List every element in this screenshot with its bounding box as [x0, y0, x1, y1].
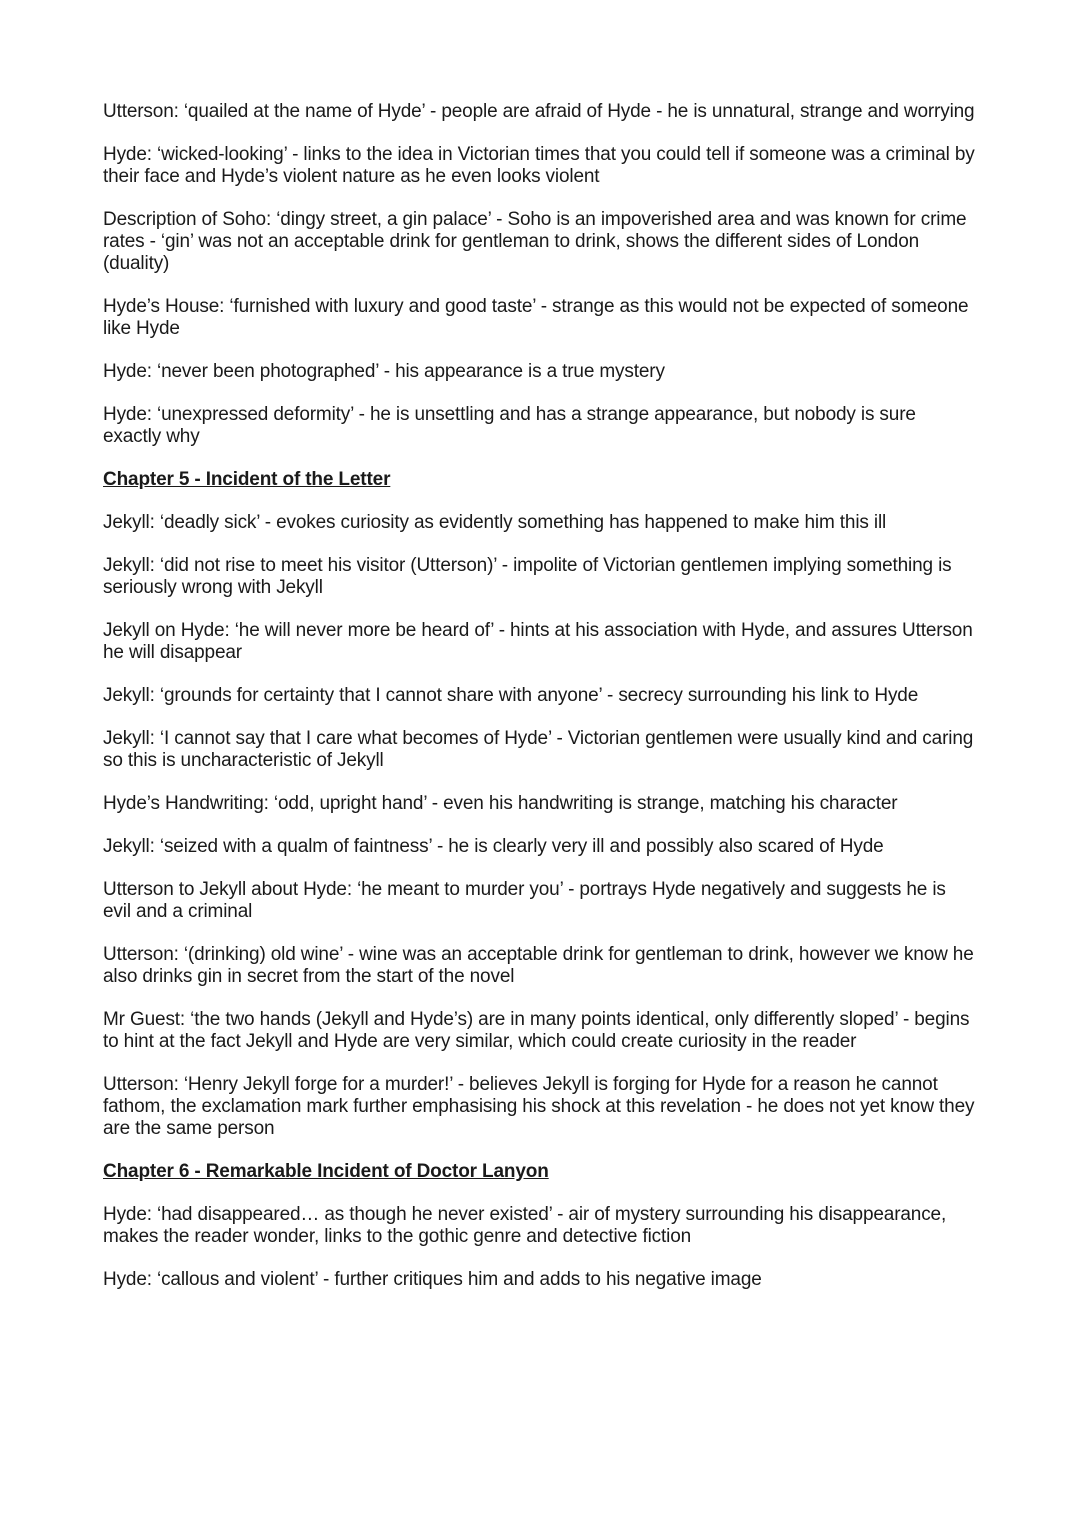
chapter-heading: Chapter 5 - Incident of the Letter [103, 469, 391, 490]
note-paragraph: Hyde: ‘never been photographed’ - his appearance is a true mystery [103, 361, 665, 382]
note-paragraph: Jekyll: ‘deadly sick’ - evokes curiosity as evidently something has happened to make him this ill [103, 512, 887, 533]
section-chapter-5 [103, 469, 978, 1140]
note-paragraph: Hyde’s House: ‘furnished with luxury and good taste’ - strange as this would not be expected of someone like Hyde [103, 296, 969, 339]
note-paragraph: Mr Guest: ‘the two hands (Jekyll and Hyde’s) are in many points identical, only differently sloped’ - begins to hint at the fact Jekyll and Hyde are very similar, which could create curiosity in the reader [103, 1009, 970, 1052]
note-paragraph: Jekyll: ‘seized with a qualm of faintness’ - he is clearly very ill and possibly also scared of Hyde [103, 836, 884, 857]
note-paragraph: Utterson: ‘quailed at the name of Hyde’ - people are afraid of Hyde - he is unnatural, strange and worrying [103, 101, 975, 122]
note-paragraph: Jekyll: ‘grounds for certainty that I cannot share with anyone’ - secrecy surrounding his link to Hyde [103, 685, 919, 706]
note-paragraph: Utterson: ‘Henry Jekyll forge for a murder!’ - believes Jekyll is forging for Hyde for a reason he cannot fathom, the exclamation mark further emphasising his shock at this revelation - he does not yet know they are the same person [103, 1074, 975, 1139]
note-paragraph: Description of Soho: ‘dingy street, a gin palace’ - Soho is an impoverished area and was known for crime rates - ‘gin’ was not an acceptable drink for gentleman to drink, shows the different sides of London (duality) [103, 209, 967, 274]
note-paragraph: Utterson: ‘(drinking) old wine’ - wine was an acceptable drink for gentleman to drink, however we know he also drinks gin in secret from the start of the novel [103, 944, 974, 987]
note-paragraph: Hyde: ‘callous and violent’ - further critiques him and adds to his negative image [103, 1269, 762, 1290]
note-paragraph: Jekyll: ‘I cannot say that I care what becomes of Hyde’ - Victorian gentlemen were usually kind and caring so this is uncharacteristic of Jekyll [103, 728, 974, 771]
chapter-heading: Chapter 6 - Remarkable Incident of Doctor Lanyon [103, 1161, 549, 1182]
section-continuation [103, 101, 978, 448]
note-paragraph: Jekyll on Hyde: ‘he will never more be heard of’ - hints at his association with Hyde, and assures Utterson he will disappear [103, 620, 973, 663]
note-paragraph: Jekyll: ‘did not rise to meet his visitor (Utterson)’ - impolite of Victorian gentlemen implying something is seriously wrong with Jekyll [103, 555, 952, 598]
note-paragraph: Hyde’s Handwriting: ‘odd, upright hand’ - even his handwriting is strange, matching his character [103, 793, 898, 814]
note-paragraph: Hyde: ‘had disappeared… as though he never existed’ - air of mystery surrounding his disappearance, makes the reader wonder, links to the gothic genre and detective fiction [103, 1204, 947, 1247]
note-paragraph: Utterson to Jekyll about Hyde: ‘he meant to murder you’ - portrays Hyde negatively and suggests he is evil and a criminal [103, 879, 946, 922]
note-paragraph: Hyde: ‘unexpressed deformity’ - he is unsettling and has a strange appearance, but nobody is sure exactly why [103, 404, 916, 447]
note-paragraph: Hyde: ‘wicked-looking’ - links to the idea in Victorian times that you could tell if someone was a criminal by their face and Hyde’s violent nature as he even looks violent [103, 144, 975, 187]
document-page [103, 101, 978, 1312]
section-chapter-6 [103, 1161, 978, 1291]
